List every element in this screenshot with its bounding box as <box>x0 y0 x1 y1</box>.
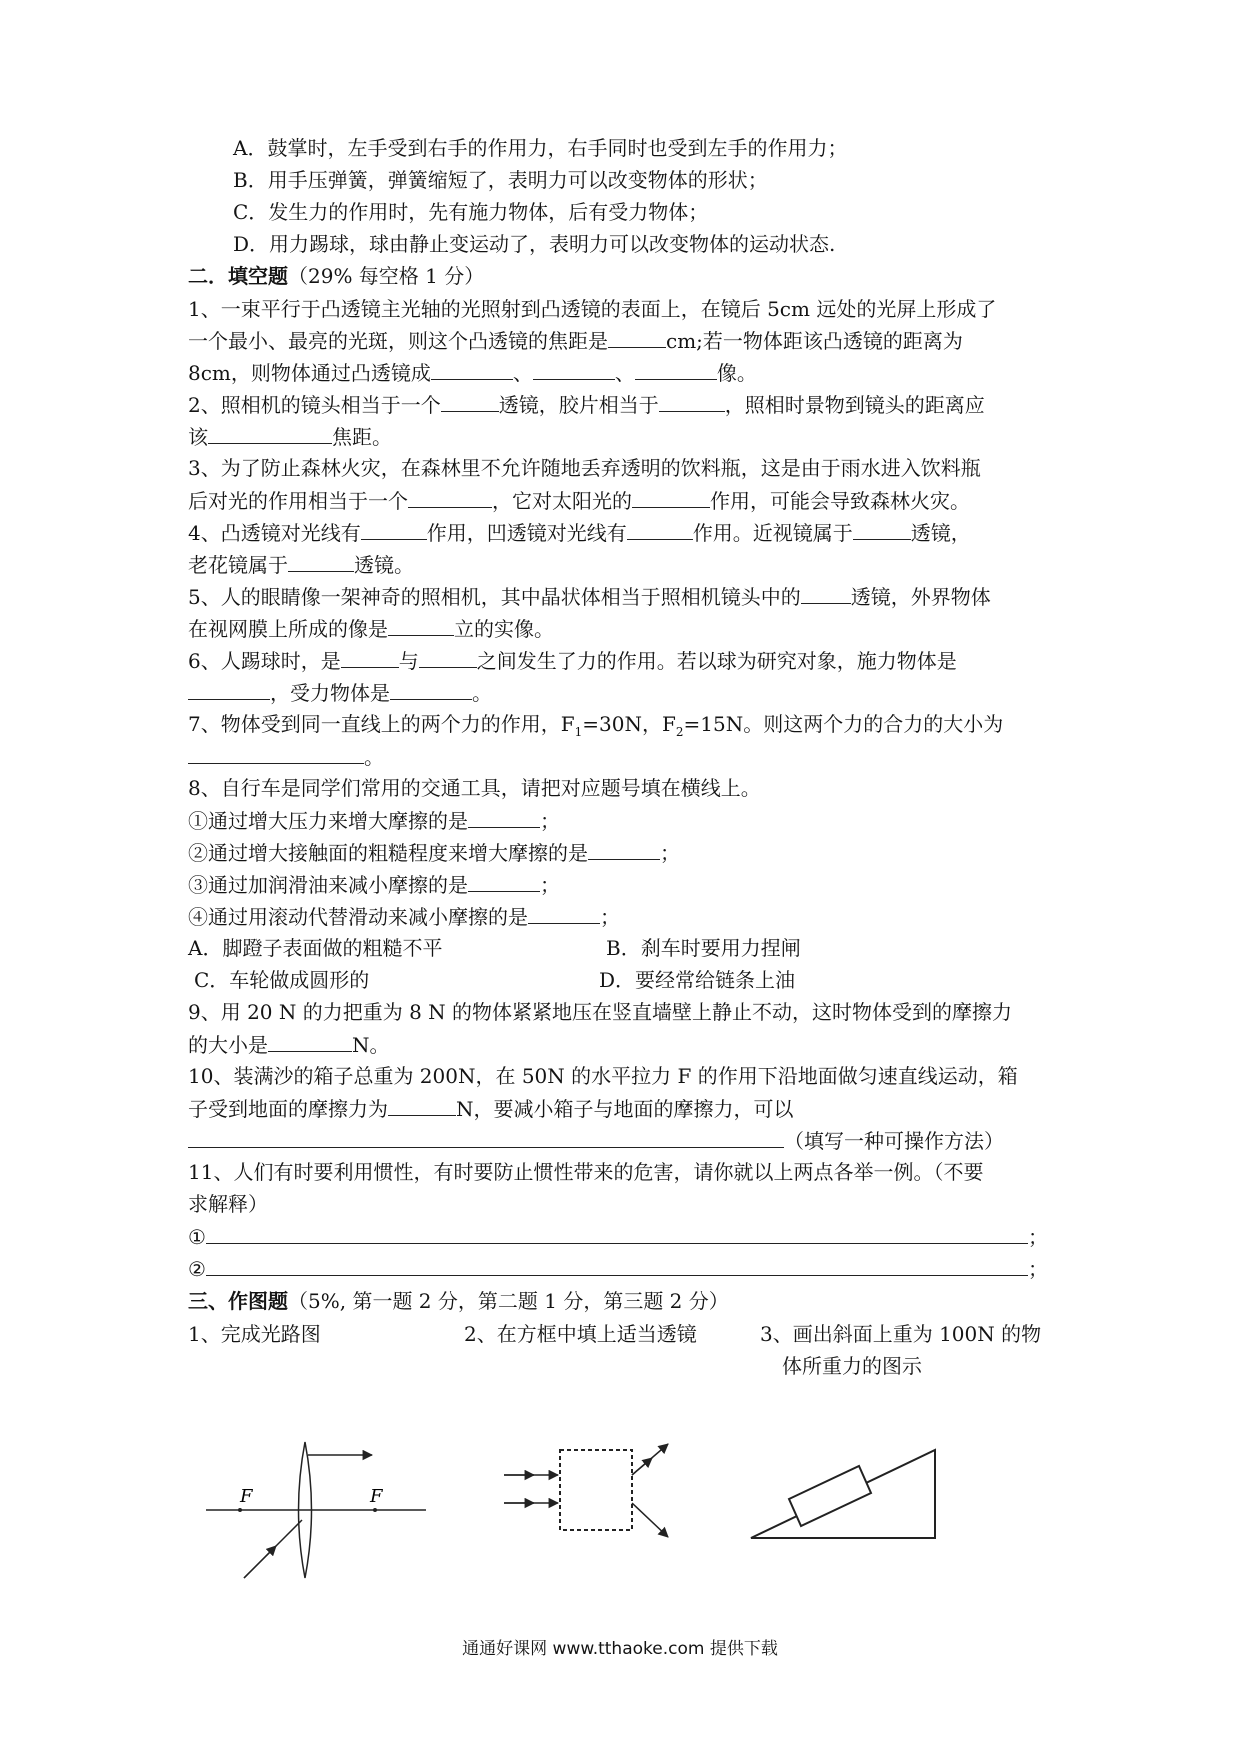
blank[interactable] <box>188 1127 784 1148</box>
q5-line1 <box>188 583 991 610</box>
q5-text: 立的实像。 <box>454 617 554 641</box>
blank[interactable] <box>635 359 717 380</box>
q11-text: ； <box>1027 1225 1048 1249</box>
blank[interactable] <box>388 1095 456 1116</box>
blank[interactable] <box>528 903 600 924</box>
q11-text: ； <box>1027 1257 1048 1281</box>
blank[interactable] <box>441 391 499 412</box>
blank[interactable] <box>468 871 540 892</box>
q2-text: 该 <box>188 425 208 449</box>
q3-text: 作用，可能会导致森林火灾。 <box>710 489 970 513</box>
q2-text: 焦距。 <box>332 425 392 449</box>
q1-text: 、 <box>512 361 533 385</box>
q6-line1 <box>188 647 957 674</box>
s3-problem2: 2、在方框中填上适当透镜 <box>464 1322 697 1346</box>
blank[interactable] <box>388 615 454 636</box>
option-b: B．用手压弹簧，弹簧缩短了，表明力可以改变物体的形状； <box>233 168 768 192</box>
section3-title: 三、作图题 <box>188 1289 288 1313</box>
focal-point-right <box>373 1508 377 1512</box>
q10-line2 <box>188 1095 794 1122</box>
q8-text: ③通过加润滑油来减小摩擦的是 <box>188 873 468 897</box>
focal-label-left: F <box>240 1486 253 1507</box>
q8-text: ； <box>540 873 560 897</box>
blank[interactable] <box>188 679 270 700</box>
q10-text: N，要减小箱子与地面的摩擦力，可以 <box>456 1097 794 1121</box>
q4-text: 老花镜属于 <box>188 553 288 577</box>
lens-diagram[interactable] <box>200 1430 440 1580</box>
blank[interactable] <box>853 519 911 540</box>
q11-marker: ② <box>188 1257 206 1281</box>
blank[interactable] <box>206 1255 1028 1276</box>
blank[interactable] <box>801 583 851 604</box>
q8-text: ②通过增大接触面的粗糙程度来增大摩擦的是 <box>188 841 588 865</box>
q11-answer1 <box>188 1223 1048 1250</box>
q8-text: ①通过增大压力来增大摩擦的是 <box>188 809 468 833</box>
q8-option-a: A．脚蹬子表面做的粗糙不平 <box>188 936 443 960</box>
q4-text: 透镜， <box>910 521 971 545</box>
q8-option-b: B．刹车时要用力捏闸 <box>606 936 801 960</box>
q9-line1: 9、用 20 N 的力把重为 8 N 的物体紧紧地压在竖直墙壁上静止不动，这时物体受到的摩擦力 <box>188 1000 1013 1024</box>
q1-text: 8cm，则物体通过凸透镜成 <box>188 361 431 385</box>
blank[interactable] <box>468 807 540 828</box>
blank[interactable] <box>208 423 332 444</box>
q1-text: 一个最小、最亮的光斑，则这个凸透镜的焦距是 <box>188 329 608 353</box>
s3-problem3-line1: 3、画出斜面上重为 100N 的物 <box>760 1322 1042 1346</box>
block-on-incline[interactable] <box>789 1466 871 1526</box>
s3-problem3-line2: 体所重力的图示 <box>782 1354 922 1378</box>
q10-text: 子受到地面的摩擦力为 <box>188 1097 388 1121</box>
q4-line2 <box>188 551 414 578</box>
q2-text: 2、照相机的镜头相当于一个 <box>188 393 441 417</box>
q1-line2 <box>188 327 963 354</box>
q2-line1 <box>188 391 985 418</box>
section2-title: 二．填空题 <box>188 264 288 288</box>
q2-line2 <box>188 423 392 450</box>
section2-score: （29% 每空格 1 分） <box>288 264 485 288</box>
s3-problem1: 1、完成光路图 <box>188 1322 321 1346</box>
q7-subscript: 2 <box>675 725 684 739</box>
q8-option-c: C．车轮做成圆形的 <box>194 968 370 992</box>
q7-text: =15N。则这两个力的合力的大小为 <box>683 712 1004 736</box>
q10-line3 <box>188 1127 1004 1154</box>
blank[interactable] <box>408 487 492 508</box>
q11-line1: 11、人们有时要利用惯性，有时要防止惯性带来的危害，请你就以上两点各举一例。（不要 <box>188 1160 984 1184</box>
q8-text: ； <box>600 905 620 929</box>
q7-text: 。 <box>364 745 384 769</box>
blank[interactable] <box>288 551 354 572</box>
option-a: A．鼓掌时，左手受到右手的作用力，右手同时也受到左手的作用力； <box>233 136 848 160</box>
lens-box-diagram[interactable] <box>500 1430 685 1555</box>
blank[interactable] <box>627 519 693 540</box>
page-footer: 通通好课网 www.tthaoke.com 提供下载 <box>462 1639 778 1659</box>
blank[interactable] <box>608 327 666 348</box>
q7-text: =30N，F <box>582 712 676 736</box>
q6-text: ，受力物体是 <box>270 681 390 705</box>
q10-line1: 10、装满沙的箱子总重为 200N，在 50N 的水平拉力 F 的作用下沿地面做匀速直线运动，箱 <box>188 1064 1018 1088</box>
q8-option-d: D．要经常给链条上油 <box>599 968 796 992</box>
q11-answer2 <box>188 1255 1048 1282</box>
q8-item4 <box>188 903 620 930</box>
blank[interactable] <box>390 679 472 700</box>
q8-text: ； <box>660 841 680 865</box>
q2-text: 透镜，胶片相当于 <box>498 393 659 417</box>
q3-text: 后对光的作用相当于一个 <box>188 489 408 513</box>
blank[interactable] <box>533 359 615 380</box>
q6-line2 <box>188 679 492 706</box>
q8-line1: 8、自行车是同学们常用的交通工具，请把对应题号填在横线上。 <box>188 776 761 800</box>
q1-text: 、 <box>614 361 635 385</box>
lens-box[interactable] <box>560 1450 632 1530</box>
option-d: D．用力踢球，球由静止变运动了，表明力可以改变物体的运动状态. <box>233 232 836 256</box>
q6-text: 。 <box>472 681 492 705</box>
q2-text: ，照相时景物到镜头的距离应 <box>724 393 985 417</box>
section3-score: （5%, 第一题 2 分，第二题 1 分，第三题 2 分） <box>288 1289 729 1313</box>
q7-subscript: 1 <box>574 725 583 739</box>
option-c: C．发生力的作用时，先有施力物体，后有受力物体； <box>233 200 709 224</box>
q8-item2 <box>188 839 680 866</box>
q9-text: 的大小是 <box>188 1033 268 1057</box>
focal-point-left <box>238 1508 242 1512</box>
section3-heading <box>188 1288 729 1314</box>
q1-line3 <box>188 359 757 386</box>
section2-heading <box>188 263 484 289</box>
q11-marker: ① <box>188 1225 206 1249</box>
q4-line1 <box>188 519 971 546</box>
focal-label-right: F <box>370 1486 383 1507</box>
blank[interactable] <box>188 743 364 764</box>
blank[interactable] <box>659 391 725 412</box>
q6-text: 之间发生了力的作用。若以球为研究对象，施力物体是 <box>476 649 957 673</box>
ray-arrow <box>244 1546 276 1578</box>
q4-text: 作用，凹透镜对光线有 <box>426 521 627 545</box>
q3-line2 <box>188 487 970 514</box>
q8-item1 <box>188 807 560 834</box>
q8-text: ； <box>540 809 560 833</box>
blank[interactable] <box>588 839 660 860</box>
blank[interactable] <box>431 359 513 380</box>
blank[interactable] <box>206 1223 1028 1244</box>
q10-text: （填写一种可操作方法） <box>784 1129 1004 1153</box>
q7-text: 7、物体受到同一直线上的两个力的作用，F <box>188 712 575 736</box>
q6-text: 与 <box>398 649 419 673</box>
q5-text: 在视网膜上所成的像是 <box>188 617 388 641</box>
q8-item3 <box>188 871 560 898</box>
q3-line1: 3、为了防止森林火灾，在森林里不允许随地丢弃透明的饮料瓶，这是由于雨水进入饮料瓶 <box>188 456 981 480</box>
ray-arrow <box>632 1458 652 1475</box>
q5-line2 <box>188 615 554 642</box>
q4-text: 4、凸透镜对光线有 <box>188 521 361 545</box>
q1-text: cm;若一物体距该凸透镜的距离为 <box>666 329 963 353</box>
q3-text: ，它对太阳光的 <box>492 489 632 513</box>
q8-text: ④通过用滚动代替滑动来减小摩擦的是 <box>188 905 528 929</box>
q5-text: 透镜，外界物体 <box>850 585 991 609</box>
q11-line2: 求解释） <box>188 1192 268 1216</box>
blank[interactable] <box>632 487 710 508</box>
q1-line1: 1、一束平行于凸透镜主光轴的光照射到凸透镜的表面上，在镜后 5cm 远处的光屏上形成了 <box>188 297 997 321</box>
blank[interactable] <box>419 647 477 668</box>
q7-line2 <box>188 743 384 770</box>
q9-line2 <box>188 1031 390 1058</box>
outgoing-ray-bottom <box>632 1503 668 1537</box>
q1-text: 像。 <box>716 361 757 385</box>
blank[interactable] <box>341 647 399 668</box>
q5-text: 5、人的眼睛像一架神奇的照相机，其中晶状体相当于照相机镜头中的 <box>188 585 801 609</box>
incline-diagram[interactable] <box>745 1420 945 1545</box>
q9-text: N。 <box>352 1033 390 1057</box>
q6-text: 6、人踢球时，是 <box>188 649 341 673</box>
blank[interactable] <box>361 519 427 540</box>
q4-text: 透镜。 <box>354 553 414 577</box>
q7-line1 <box>188 711 1003 745</box>
blank[interactable] <box>268 1031 352 1052</box>
q4-text: 作用。近视镜属于 <box>692 521 853 545</box>
